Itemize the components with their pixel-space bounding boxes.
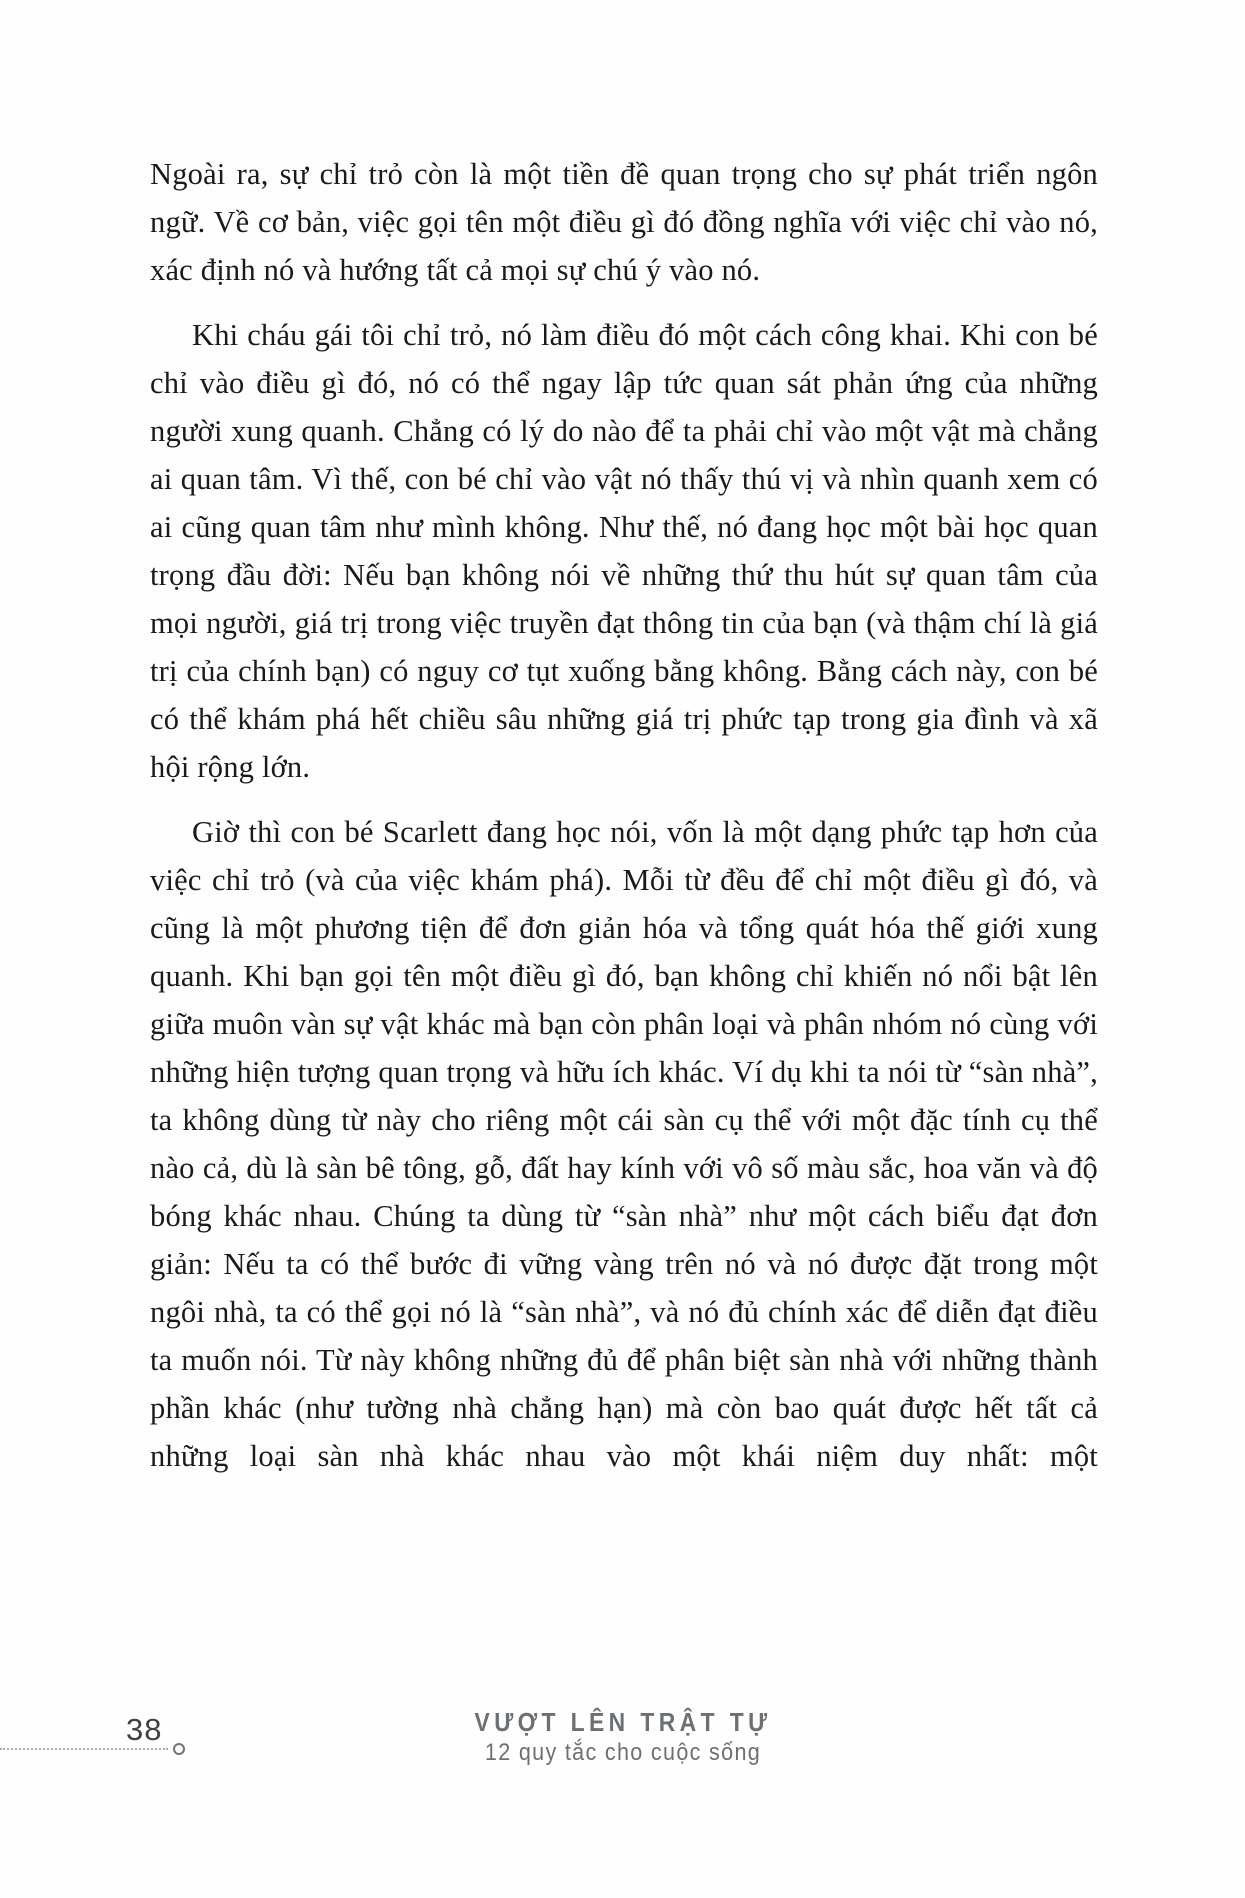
page-number: 38 [126, 1712, 163, 1747]
dotted-leader-line [0, 1748, 168, 1750]
book-title: VƯỢT LÊN TRẬT TỰ [474, 1707, 771, 1737]
body-text-column [150, 150, 1098, 1480]
body-paragraph: Giờ thì con bé Scarlett đang học nói, vốn là một dạng phức tạp hơn của việc chỉ trỏ (và của việc khám phá). Mỗi từ đều để chỉ một điều gì đó, và cũng là một phương tiện để đơn giản hóa và tổng quát hóa thế giới xung quanh. Khi bạn gọi tên một điều gì đó, bạn không chỉ khiến nó nổi bật lên giữa muôn vàn sự vật khác mà bạn còn phân loại và phân nhóm nó cùng với những hiện tượng quan trọng và hữu ích khác. Ví dụ khi ta nói từ “sàn nhà”, ta không dùng từ này cho riêng một cái sàn cụ thể với một đặc tính cụ thể nào cả, dù là sàn bê tông, gỗ, đất hay kính với vô số màu sắc, hoa văn và độ bóng khác nhau. Chúng ta dùng từ “sàn nhà” như một cách biểu đạt đơn giản: Nếu ta có thể bước đi vững vàng trên nó và nó được đặt trong một ngôi nhà, ta có thể gọi nó là “sàn nhà”, và nó đủ chính xác để diễn đạt điều ta muốn nói. Từ này không những đủ để phân biệt sàn nhà với những thành phần khác (như tường nhà chẳng hạn) mà còn bao quát được hết tất cả những loại sàn nhà khác nhau vào một khái niệm duy nhất: một [150, 815, 1098, 1473]
body-paragraph: Ngoài ra, sự chỉ trỏ còn là một tiền đề quan trọng cho sự phát triển ngôn ngữ. Về cơ bản, việc gọi tên một điều gì đó đồng nghĩa với việc chỉ vào nó, xác định nó và hướng tất cả mọi sự chú ý vào nó. [150, 157, 1098, 287]
footer-running-title [474, 1706, 771, 1768]
ring-ornament [173, 1743, 185, 1755]
book-subtitle: 12 quy tắc cho cuộc sống [484, 1739, 761, 1766]
body-paragraph: Khi cháu gái tôi chỉ trỏ, nó làm điều đó một cách công khai. Khi con bé chỉ vào điều gì đó, nó có thể ngay lập tức quan sát phản ứng của những người xung quanh. Chẳng có lý do nào để ta phải chỉ vào một vật mà chẳng ai quan tâm. Vì thế, con bé chỉ vào vật nó thấy thú vị và nhìn quanh xem có ai cũng quan tâm như mình không. Như thế, nó đang học một bài học quan trọng đầu đời: Nếu bạn không nói về những thứ thu hút sự quan tâm của mọi người, giá trị trong việc truyền đạt thông tin của bạn (và thậm chí là giá trị của chính bạn) có nguy cơ tụt xuống bằng không. Bằng cách này, con bé có thể khám phá hết chiều sâu những giá trị phức tạp trong gia đình và xã hội rộng lớn. [150, 318, 1098, 784]
